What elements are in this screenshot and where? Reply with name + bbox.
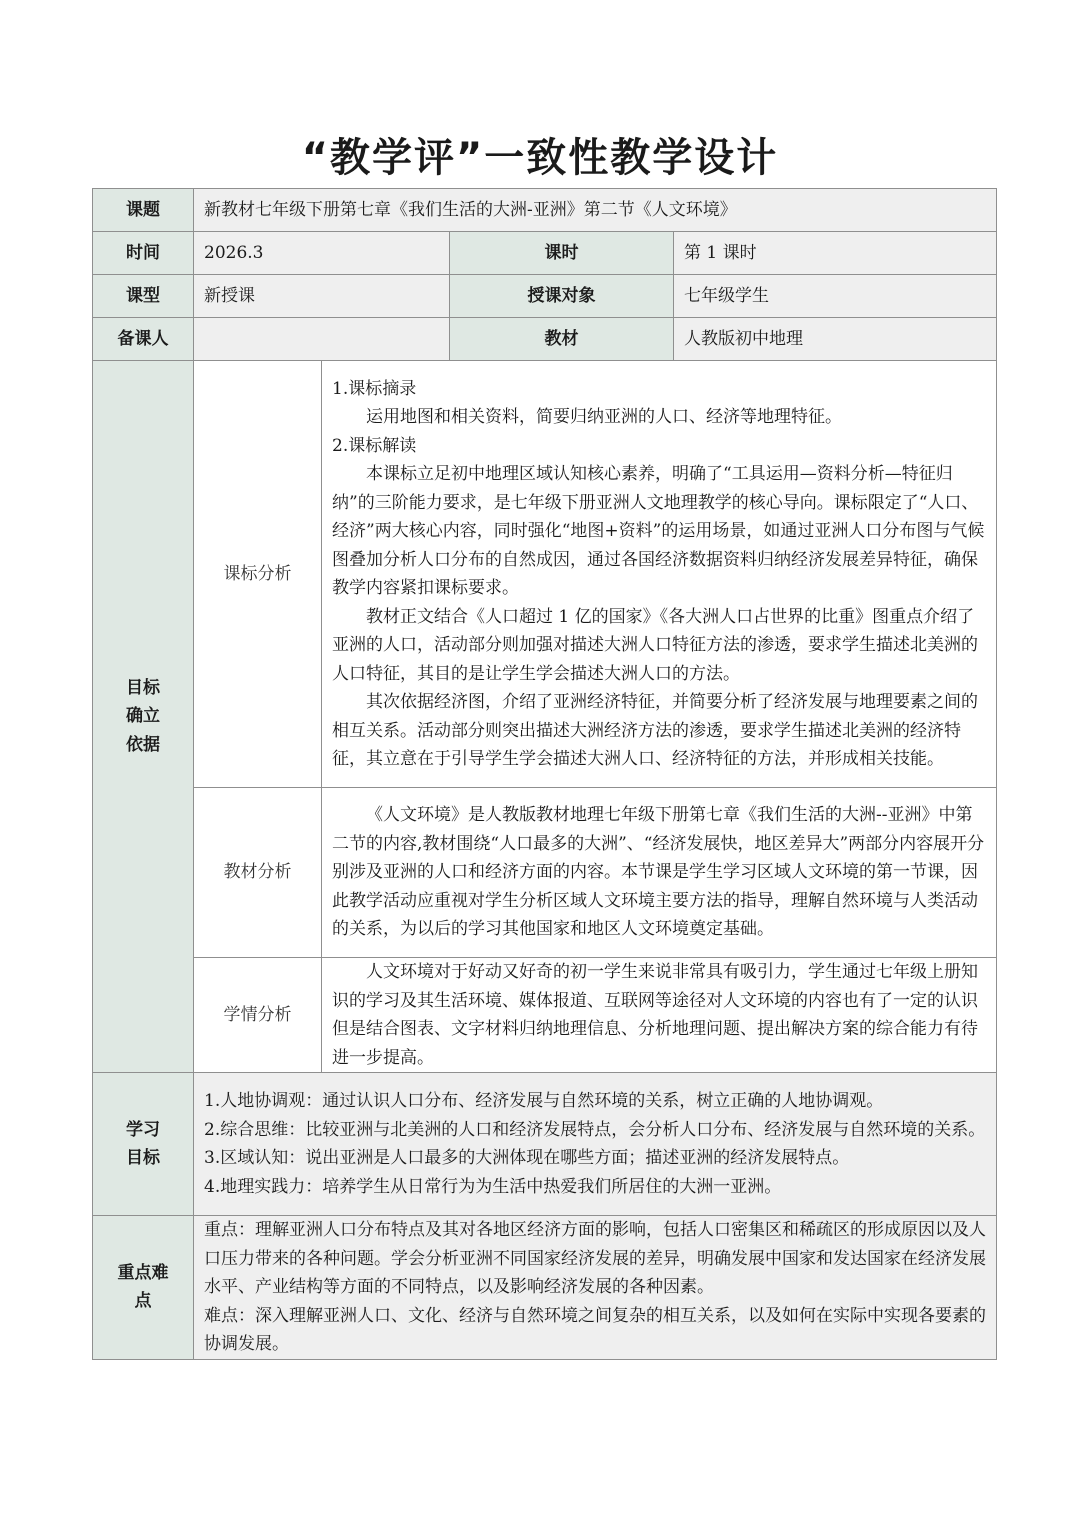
type-value: 新授课	[194, 275, 450, 318]
preparer-label: 备课人	[93, 318, 194, 361]
preparer-value	[194, 318, 450, 361]
student-analysis-text: 人文环境对于好动又好奇的初一学生来说非常具有吸引力，学生通过七年级上册知识的学习及其生活环境、媒体报道、互联网等途径对人文环境的内容也有了一定的认识但是结合图表、文字材料归纳地理信息、分析地理问题、提出解决方案的综合能力有待进一步提高。	[332, 962, 978, 1068]
basis-label-line: 目标	[126, 677, 160, 698]
row-standard-analysis	[93, 361, 997, 788]
goals-label	[93, 1073, 194, 1216]
row-learning-goals	[93, 1073, 997, 1216]
keypoints-label-line: 重点难	[117, 1262, 169, 1283]
goal-item: 1.人地协调观：通过认识人口分布、经济发展与自然环境的关系，树立正确的人地协调观。	[204, 1091, 884, 1111]
textbook-analysis-label: 教材分析	[194, 788, 322, 958]
row-student-analysis	[93, 958, 997, 1073]
standard-para: 教材正文结合《人口超过 1 亿的国家》《各大洲人口占世界的比重》图重点介绍了亚洲的人口，活动部分则加强对描述大洲人口特征方法的渗透，要求学生描述北美洲的人口特征，其目的是让学生学会描述大洲人口的方法。	[332, 606, 978, 684]
time-value: 2026.3	[194, 232, 450, 275]
standard-para: 其次依据经济图，介绍了亚洲经济特征，并简要分析了经济发展与地理要素之间的相互关系。活动部分则突出描述大洲经济方法的渗透，要求学生描述北美洲的经济特征，其立意在于引导学生学会描述大洲人口、经济特征的方法，并形成相关技能。	[332, 692, 978, 769]
student-analysis-label: 学情分析	[194, 958, 322, 1073]
period-label: 课时	[450, 232, 674, 275]
row-textbook-analysis	[93, 788, 997, 958]
row-type	[93, 275, 997, 318]
row-topic	[93, 189, 997, 232]
goal-item: 3.区域认知：说出亚洲是人口最多的大洲体现在哪些方面；描述亚洲的经济发展特点。	[204, 1148, 850, 1168]
goals-content	[194, 1073, 997, 1216]
standard-heading-2: 2.课标解读	[332, 435, 417, 456]
goal-item: 4.地理实践力：培养学生从日常行为为生活中热爱我们所居住的大洲一亚洲。	[204, 1176, 782, 1197]
period-value: 第 1 课时	[674, 232, 997, 275]
audience-value: 七年级学生	[674, 275, 997, 318]
page-title: “教学评”一致性教学设计	[301, 135, 779, 181]
basis-label-line: 依据	[126, 734, 160, 755]
basis-label	[93, 361, 194, 1073]
basis-label-line: 确立	[126, 706, 160, 727]
row-preparer	[93, 318, 997, 361]
standard-analysis-content	[322, 361, 997, 788]
textbook-analysis-content	[322, 788, 997, 958]
type-label: 课型	[93, 275, 194, 318]
standard-para: 运用地图和相关资料，简要归纳亚洲的人口、经济等地理特征。	[366, 407, 842, 427]
keypoints-content	[194, 1216, 997, 1360]
standard-heading-1: 1.课标摘录	[332, 378, 417, 399]
lesson-plan-table	[92, 188, 997, 1360]
audience-label: 授课对象	[450, 275, 674, 318]
textbook-label: 教材	[450, 318, 674, 361]
key-point-text: 重点：理解亚洲人口分布特点及其对各地区经济方面的影响，包括人口密集区和稀疏区的形成原因以及人口压力带来的各种问题。学会分析亚洲不同国家经济发展的差异，明确发展中国家和发达国家在经济发展水平、产业结构等方面的不同特点，以及影响经济发展的各种因素。	[204, 1220, 986, 1297]
standard-para: 本课标立足初中地理区域认知核心素养，明确了“工具运用—资料分析—特征归纳”的三阶能力要求，是七年级下册亚洲人文地理教学的核心导向。课标限定了“人口、经济”两大核心内容，同时强化“地图+资料”的运用场景，如通过亚洲人口分布图与气候图叠加分析人口分布的自然成因，通过各国经济数据资料归纳经济发展差异特征，确保教学内容紧扣课标要求。	[332, 464, 985, 598]
goals-label-line: 学习	[126, 1119, 160, 1140]
standard-analysis-label: 课标分析	[194, 361, 322, 788]
row-time	[93, 232, 997, 275]
difficult-point-text: 难点：深入理解亚洲人口、文化、经济与自然环境之间复杂的相互关系，以及如何在实际中实现各要素的协调发展。	[204, 1305, 986, 1354]
goal-item: 2.综合思维：比较亚洲与北美洲的人口和经济发展特点，会分析人口分布、经济发展与自然环境的关系。	[204, 1119, 986, 1140]
textbook-analysis-text: 《人文环境》是人教版教材地理七年级下册第七章《我们生活的大洲--亚洲》中第二节的内容,教材围绕“人口最多的大洲”、“经济发展快，地区差异大”两部分内容展开分别涉及亚洲的人口和经济方面的内容。本节课是学生学习区域人文环境的第一节课，因此教学活动应重视对学生分析区域人文环境主要方法的指导，理解自然环境与人类活动的关系，为以后的学习其他国家和地区人文环境奠定基础。	[332, 805, 985, 940]
goals-label-line: 目标	[126, 1148, 160, 1168]
topic-value: 新教材七年级下册第七章《我们生活的大洲-亚洲》第二节《人文环境》	[194, 189, 997, 232]
keypoints-label-line: 点	[134, 1291, 152, 1312]
row-key-points	[93, 1216, 997, 1360]
student-analysis-content	[322, 958, 997, 1073]
time-label: 时间	[93, 232, 194, 275]
topic-label: 课题	[93, 189, 194, 232]
keypoints-label	[93, 1216, 194, 1360]
textbook-value: 人教版初中地理	[674, 318, 997, 361]
